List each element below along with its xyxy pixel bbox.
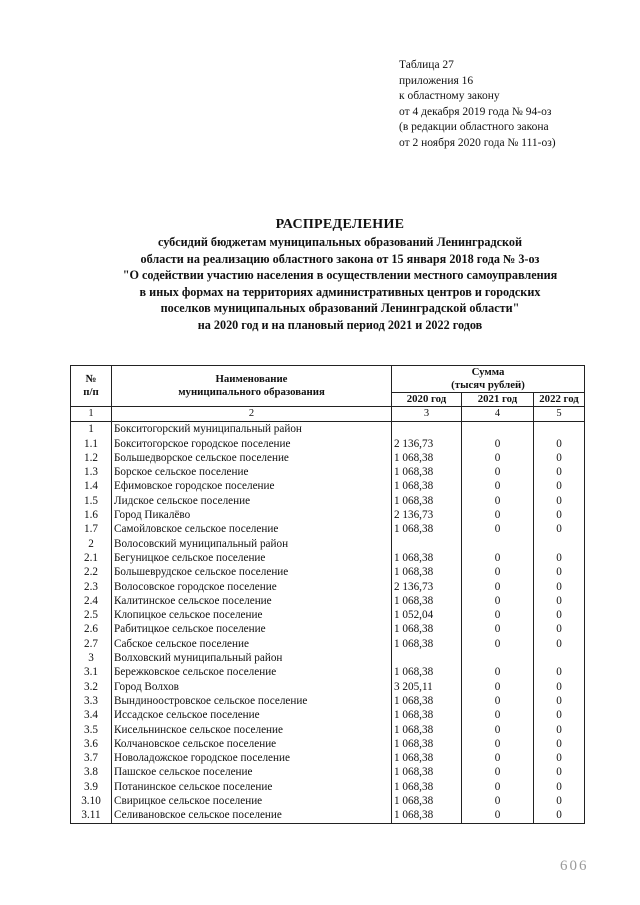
sum-2021: 0 bbox=[462, 737, 534, 751]
sum-2020: 1 068,38 bbox=[392, 622, 462, 636]
row-number: 3.6 bbox=[71, 737, 112, 751]
row-name: Большедворское сельское поселение bbox=[112, 451, 392, 465]
table-row bbox=[71, 451, 585, 465]
sum-2020: 1 068,38 bbox=[392, 808, 462, 823]
table-row bbox=[71, 608, 585, 622]
sum-2020: 1 068,38 bbox=[392, 780, 462, 794]
sum-2022 bbox=[534, 422, 585, 437]
sum-2022: 0 bbox=[534, 751, 585, 765]
sum-2022: 0 bbox=[534, 665, 585, 679]
sum-2021: 0 bbox=[462, 808, 534, 823]
sum-2022: 0 bbox=[534, 765, 585, 779]
header-sum-line1: Сумма bbox=[471, 366, 505, 378]
title-line: в иных формах на территориях административных центров и городских bbox=[139, 284, 541, 299]
sum-2020: 1 068,38 bbox=[392, 637, 462, 651]
sum-2021: 0 bbox=[462, 665, 534, 679]
sum-2021: 0 bbox=[462, 494, 534, 508]
row-name: Бережковское сельское поселение bbox=[112, 665, 392, 679]
sum-2020: 1 068,38 bbox=[392, 794, 462, 808]
sum-2022: 0 bbox=[534, 794, 585, 808]
row-name: Свирицкое сельское поселение bbox=[112, 794, 392, 808]
row-number: 3.9 bbox=[71, 780, 112, 794]
table-row bbox=[71, 580, 585, 594]
title-line: на 2020 год и на плановый период 2021 и 2022 годов bbox=[197, 317, 483, 332]
sum-2020: 2 136,73 bbox=[392, 437, 462, 451]
table-row bbox=[71, 594, 585, 608]
sum-2021 bbox=[462, 651, 534, 665]
table-row bbox=[71, 723, 585, 737]
sum-2022: 0 bbox=[534, 780, 585, 794]
sum-2022 bbox=[534, 537, 585, 551]
row-number: 2.6 bbox=[71, 622, 112, 636]
table-row bbox=[71, 422, 585, 437]
header-note-line: от 2 ноября 2020 года № 111-оз) bbox=[399, 136, 556, 149]
sum-2021 bbox=[462, 422, 534, 437]
page-number: 606 bbox=[560, 858, 589, 874]
document-title bbox=[60, 216, 620, 334]
sum-2021: 0 bbox=[462, 551, 534, 565]
sum-2022: 0 bbox=[534, 680, 585, 694]
sum-2022: 0 bbox=[534, 451, 585, 465]
table-row bbox=[71, 694, 585, 708]
header-note-line: приложения 16 bbox=[399, 74, 474, 87]
header-note-line: (в редакции областного закона bbox=[399, 121, 549, 134]
header-year-2020: 2020 год bbox=[392, 393, 462, 407]
sum-2020: 1 068,38 bbox=[392, 565, 462, 579]
sum-2022: 0 bbox=[534, 723, 585, 737]
row-name: Рабитицкое сельское поселение bbox=[112, 622, 392, 636]
sum-2020: 1 068,38 bbox=[392, 465, 462, 479]
sum-2022: 0 bbox=[534, 737, 585, 751]
sum-2021: 0 bbox=[462, 437, 534, 451]
row-number: 1.3 bbox=[71, 465, 112, 479]
row-number: 3.5 bbox=[71, 723, 112, 737]
sum-2021: 0 bbox=[462, 522, 534, 536]
sum-2021: 0 bbox=[462, 794, 534, 808]
sum-2020: 1 068,38 bbox=[392, 551, 462, 565]
sum-2021: 0 bbox=[462, 637, 534, 651]
header-num-line1: № bbox=[85, 373, 97, 385]
sum-2022: 0 bbox=[534, 565, 585, 579]
sum-2022: 0 bbox=[534, 465, 585, 479]
header-year-2022: 2022 год bbox=[534, 393, 585, 407]
sum-2020: 1 068,38 bbox=[392, 479, 462, 493]
row-name: Самойловское сельское поселение bbox=[112, 522, 392, 536]
title-main: РАСПРЕДЕЛЕНИЕ bbox=[275, 217, 405, 232]
sum-2022: 0 bbox=[534, 580, 585, 594]
sum-2022: 0 bbox=[534, 708, 585, 722]
title-line: "О содействии участию населения в осуществлении местного самоуправления bbox=[122, 268, 558, 283]
sum-2020: 1 068,38 bbox=[392, 665, 462, 679]
row-number: 3.7 bbox=[71, 751, 112, 765]
row-name: Город Пикалёво bbox=[112, 508, 392, 522]
sum-2021: 0 bbox=[462, 723, 534, 737]
table-row bbox=[71, 737, 585, 751]
header-note-line: от 4 декабря 2019 года № 94-оз bbox=[399, 105, 552, 118]
row-number: 3 bbox=[71, 651, 112, 665]
table-row bbox=[71, 465, 585, 479]
sum-2021: 0 bbox=[462, 694, 534, 708]
sum-2022: 0 bbox=[534, 437, 585, 451]
table-row bbox=[71, 751, 585, 765]
row-number: 2.5 bbox=[71, 608, 112, 622]
row-name: Лидское сельское поселение bbox=[112, 494, 392, 508]
header-num bbox=[71, 366, 112, 407]
table-row bbox=[71, 794, 585, 808]
sum-2022: 0 bbox=[534, 594, 585, 608]
sum-2022: 0 bbox=[534, 622, 585, 636]
row-name: Калитинское сельское поселение bbox=[112, 594, 392, 608]
sum-2020: 1 068,38 bbox=[392, 708, 462, 722]
header-name bbox=[112, 366, 392, 407]
sum-2022 bbox=[534, 651, 585, 665]
sum-2020: 1 068,38 bbox=[392, 694, 462, 708]
sum-2022: 0 bbox=[534, 508, 585, 522]
sum-2020: 1 068,38 bbox=[392, 594, 462, 608]
row-number: 3.11 bbox=[71, 808, 112, 823]
sum-2021 bbox=[462, 537, 534, 551]
sum-2021: 0 bbox=[462, 780, 534, 794]
row-name: Вындиноостровское сельское поселение bbox=[112, 694, 392, 708]
row-number: 2.4 bbox=[71, 594, 112, 608]
sum-2020 bbox=[392, 537, 462, 551]
row-number: 1.2 bbox=[71, 451, 112, 465]
row-name: Ефимовское городское поселение bbox=[112, 479, 392, 493]
row-name: Кисельнинское сельское поселение bbox=[112, 723, 392, 737]
table-row bbox=[71, 808, 585, 823]
row-number: 3.4 bbox=[71, 708, 112, 722]
row-name: Бокситогорское городское поселение bbox=[112, 437, 392, 451]
row-name: Селивановское сельское поселение bbox=[112, 808, 392, 823]
header-sum bbox=[392, 366, 585, 393]
sum-2021: 0 bbox=[462, 565, 534, 579]
row-number: 1 bbox=[71, 422, 112, 437]
sum-2021: 0 bbox=[462, 765, 534, 779]
row-number: 3.3 bbox=[71, 694, 112, 708]
table-row bbox=[71, 665, 585, 679]
table-row bbox=[71, 508, 585, 522]
row-name: Борское сельское поселение bbox=[112, 465, 392, 479]
column-index: 1 bbox=[71, 407, 112, 422]
table-body bbox=[71, 422, 585, 823]
sum-2022: 0 bbox=[534, 608, 585, 622]
row-name: Большеврудское сельское поселение bbox=[112, 565, 392, 579]
header-year-2021: 2021 год bbox=[462, 393, 534, 407]
header-note bbox=[399, 58, 556, 152]
row-number: 3.10 bbox=[71, 794, 112, 808]
title-line: субсидий бюджетам муниципальных образований Ленинградской bbox=[157, 235, 523, 249]
sum-2021: 0 bbox=[462, 508, 534, 522]
sum-2021: 0 bbox=[462, 622, 534, 636]
sum-2020 bbox=[392, 422, 462, 437]
sum-2021: 0 bbox=[462, 479, 534, 493]
row-number: 2.2 bbox=[71, 565, 112, 579]
row-number: 2 bbox=[71, 537, 112, 551]
sum-2020: 1 068,38 bbox=[392, 494, 462, 508]
row-name: Потанинское сельское поселение bbox=[112, 780, 392, 794]
row-name: Волховский муниципальный район bbox=[112, 651, 392, 665]
title-line: области на реализацию областного закона от 15 января 2018 года № 3-оз bbox=[140, 251, 540, 266]
sum-2021: 0 bbox=[462, 594, 534, 608]
row-name: Новоладожское городское поселение bbox=[112, 751, 392, 765]
column-index: 2 bbox=[112, 407, 392, 422]
table-row bbox=[71, 708, 585, 722]
row-name: Сабское сельское поселение bbox=[112, 637, 392, 651]
table-row bbox=[71, 522, 585, 536]
table-row bbox=[71, 637, 585, 651]
table-row bbox=[71, 479, 585, 493]
sum-2020: 1 068,38 bbox=[392, 723, 462, 737]
subsidy-table bbox=[70, 365, 585, 824]
sum-2020: 3 205,11 bbox=[392, 680, 462, 694]
column-index: 4 bbox=[462, 407, 534, 422]
sum-2020: 1 068,38 bbox=[392, 522, 462, 536]
sum-2021: 0 bbox=[462, 751, 534, 765]
sum-2020: 1 052,04 bbox=[392, 608, 462, 622]
sum-2020: 1 068,38 bbox=[392, 737, 462, 751]
title-line: поселков муниципальных образований Ленинградской области" bbox=[160, 301, 520, 316]
row-name: Город Волхов bbox=[112, 680, 392, 694]
sum-2021: 0 bbox=[462, 680, 534, 694]
sum-2021: 0 bbox=[462, 608, 534, 622]
sum-2020: 1 068,38 bbox=[392, 751, 462, 765]
header-num-line2: п/п bbox=[83, 386, 99, 398]
column-index: 5 bbox=[534, 407, 585, 422]
row-number: 1.4 bbox=[71, 479, 112, 493]
table-row bbox=[71, 622, 585, 636]
sum-2021: 0 bbox=[462, 451, 534, 465]
row-number: 1.5 bbox=[71, 494, 112, 508]
header-sum-line2: (тысяч рублей) bbox=[451, 379, 525, 391]
row-name: Бокситогорский муниципальный район bbox=[112, 422, 392, 437]
table-row bbox=[71, 680, 585, 694]
table-row bbox=[71, 765, 585, 779]
sum-2021: 0 bbox=[462, 708, 534, 722]
sum-2021: 0 bbox=[462, 465, 534, 479]
row-name: Колчановское сельское поселение bbox=[112, 737, 392, 751]
row-name: Волосовское городское поселение bbox=[112, 580, 392, 594]
sum-2020: 1 068,38 bbox=[392, 765, 462, 779]
row-name: Пашское сельское поселение bbox=[112, 765, 392, 779]
table-row bbox=[71, 551, 585, 565]
table-row bbox=[71, 437, 585, 451]
sum-2022: 0 bbox=[534, 479, 585, 493]
row-number: 3.8 bbox=[71, 765, 112, 779]
sum-2020 bbox=[392, 651, 462, 665]
row-name: Клопицкое сельское поселение bbox=[112, 608, 392, 622]
sum-2020: 2 136,73 bbox=[392, 580, 462, 594]
table-row bbox=[71, 537, 585, 551]
sum-2020: 2 136,73 bbox=[392, 508, 462, 522]
row-name: Волосовский муниципальный район bbox=[112, 537, 392, 551]
sum-2020: 1 068,38 bbox=[392, 451, 462, 465]
column-index: 3 bbox=[392, 407, 462, 422]
header-note-line: Таблица 27 bbox=[399, 59, 454, 71]
table-row bbox=[71, 565, 585, 579]
table-row bbox=[71, 780, 585, 794]
sum-2022: 0 bbox=[534, 637, 585, 651]
header-name-line1: Наименование bbox=[215, 373, 288, 385]
sum-2022: 0 bbox=[534, 694, 585, 708]
header-note-line: к областному закону bbox=[399, 90, 500, 103]
row-name: Иссадское сельское поселение bbox=[112, 708, 392, 722]
row-number: 2.3 bbox=[71, 580, 112, 594]
row-number: 3.2 bbox=[71, 680, 112, 694]
header-name-line2: муниципального образования bbox=[178, 386, 325, 398]
sum-2021: 0 bbox=[462, 580, 534, 594]
sum-2022: 0 bbox=[534, 808, 585, 823]
row-number: 1.1 bbox=[71, 437, 112, 451]
row-name: Бегуницкое сельское поселение bbox=[112, 551, 392, 565]
row-number: 2.7 bbox=[71, 637, 112, 651]
sum-2022: 0 bbox=[534, 494, 585, 508]
table-row bbox=[71, 494, 585, 508]
table-row bbox=[71, 651, 585, 665]
row-number: 1.6 bbox=[71, 508, 112, 522]
row-number: 1.7 bbox=[71, 522, 112, 536]
row-number: 2.1 bbox=[71, 551, 112, 565]
sum-2022: 0 bbox=[534, 551, 585, 565]
row-number: 3.1 bbox=[71, 665, 112, 679]
sum-2022: 0 bbox=[534, 522, 585, 536]
